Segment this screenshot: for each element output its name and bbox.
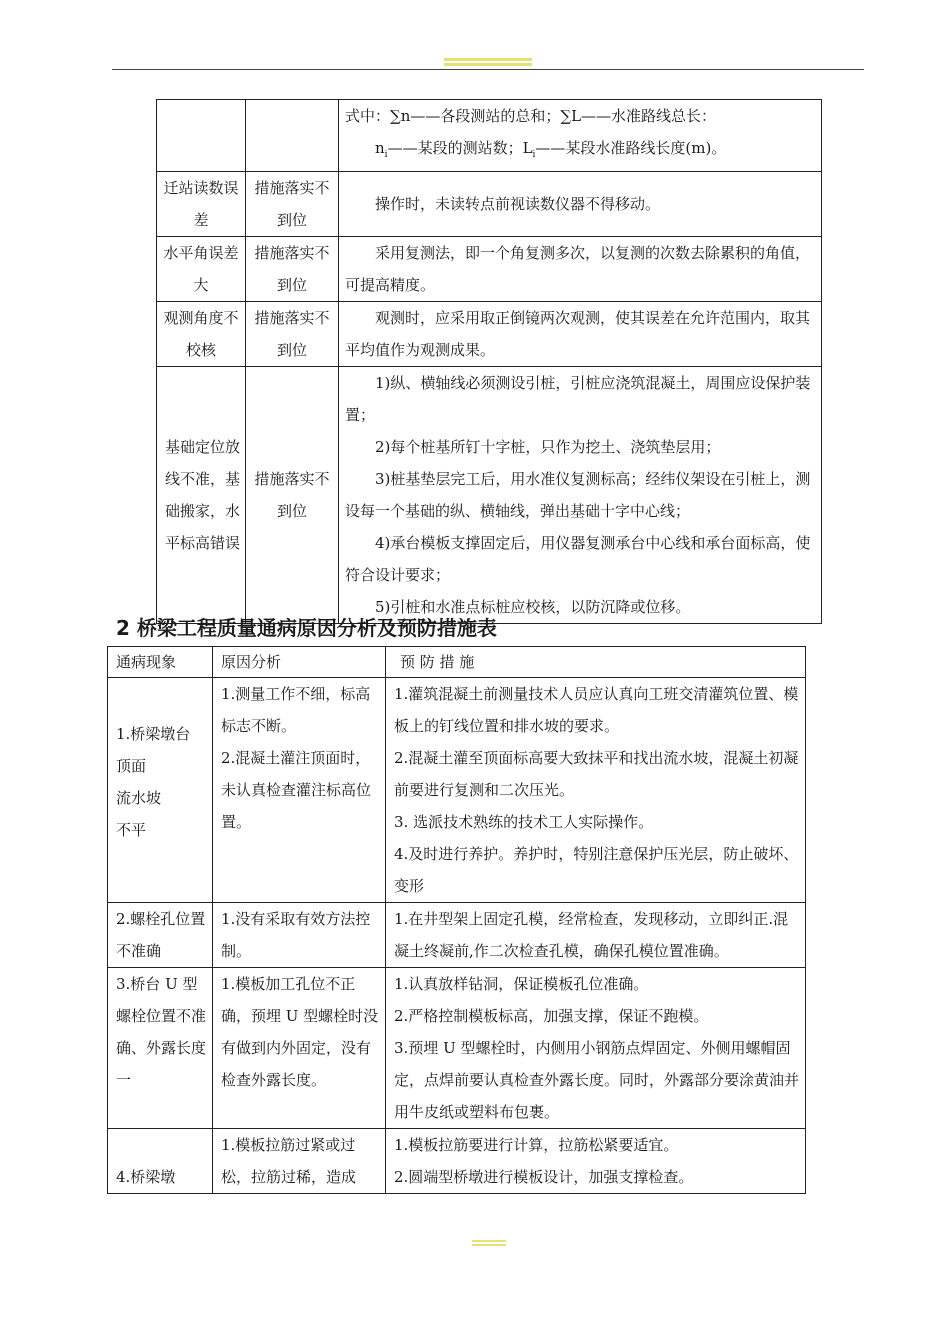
measure-cell xyxy=(339,367,822,624)
measure-cell: 1.在井型架上固定孔模，经常检查，发现移动，立即纠正.混凝土终凝前,作二次检查孔模，确保孔模位置准确。 xyxy=(386,903,806,968)
table-header-row xyxy=(108,647,806,678)
measure-cell: 操作时，未读转点前视读数仪器不得移动。 xyxy=(339,172,822,237)
table-cell xyxy=(157,100,246,172)
formula-line: 式中：∑n——各段测站的总和；∑L——水准路线总长： xyxy=(345,107,717,125)
measure-item: 2.混凝土灌至顶面标高要大致抹平和找出流水坡，混凝土初凝前要进行复测和二次压光。 xyxy=(394,749,799,799)
column-header: 原因分析 xyxy=(213,647,386,678)
phenomenon-line: 不平 xyxy=(116,821,147,839)
measure-item: 4.及时进行养护。养护时，特别注意保护压光层，防止破坏、变形 xyxy=(394,845,799,895)
footer-mark xyxy=(472,1240,506,1248)
bridge-defects-table xyxy=(107,646,806,1194)
table-cell xyxy=(246,100,339,172)
table-row xyxy=(157,100,822,172)
phenomenon-line: 1.桥梁墩台 xyxy=(116,725,191,743)
header-mark xyxy=(444,58,532,68)
measure-cell: 观测时，应采用取正倒镜两次观测，使其误差在允许范围内，取其平均值作为观测成果。 xyxy=(339,302,822,367)
phenomenon-line: 流水坡 xyxy=(116,789,162,807)
cause-cell: 措施落实不到位 xyxy=(246,172,339,237)
issue-cell: 水平角误差大 xyxy=(157,237,246,302)
table-row xyxy=(157,302,822,367)
table-row xyxy=(108,903,806,968)
issue-cell: 迁站读数误差 xyxy=(157,172,246,237)
table-row xyxy=(108,678,806,903)
table-row xyxy=(157,237,822,302)
cause-cell: 措施落实不到位 xyxy=(246,302,339,367)
measure-item: 2.严格控制模板标高，加强支撑，保证不跑模。 xyxy=(394,1007,709,1025)
cause-cell xyxy=(213,678,386,903)
formula-part: n xyxy=(375,139,385,157)
measure-item: 3.预埋 U 型螺栓时，内侧用小钢筋点焊固定、外侧用螺帽固定，点焊前要认真检查外露长度。同时，外露部分要涂黄油并用牛皮纸或塑料布包裹。 xyxy=(394,1039,800,1121)
table-row xyxy=(108,1129,806,1194)
measure-item: 1.认真放样钻洞，保证模板孔位准确。 xyxy=(394,975,649,993)
table-row xyxy=(108,968,806,1129)
formula-part: ——某段水准路线长度(m)。 xyxy=(535,139,727,157)
subscript: i xyxy=(532,150,536,160)
section-title: 2 桥梁工程质量通病原因分析及预防措施表 xyxy=(116,616,497,640)
phenomenon-cell: 4.桥梁墩 xyxy=(108,1129,213,1194)
survey-issues-table xyxy=(156,99,822,624)
cause-cell: 措施落实不到位 xyxy=(246,237,339,302)
cause-item: 1.测量工作不细，标高标志不断。 xyxy=(221,685,371,735)
formula-part: ——某段的测站数；L xyxy=(387,139,533,157)
measure-item: 1.灌筑混凝土前测量技术人员应认真向工班交清灌筑位置、模板上的钉线位置和排水坡的要求。 xyxy=(394,685,799,735)
cause-cell: 措施落实不到位 xyxy=(246,367,339,624)
measure-cell xyxy=(386,678,806,903)
measure-item: 3. 选派技术熟练的技术工人实际操作。 xyxy=(394,813,654,831)
phenomenon-cell: 2.螺栓孔位置不准确 xyxy=(108,903,213,968)
measure-item: 3)桩基垫层完工后，用水准仪复测标高；经纬仪架设在引桩上，测设每一个基础的纵、横轴线，弹出基础十字中心线； xyxy=(345,470,811,520)
phenomenon-line: 顶面 xyxy=(116,757,147,775)
measure-item: 2.圆端型桥墩进行模板设计，加强支撑检查。 xyxy=(394,1168,694,1186)
cause-cell: 1.没有采取有效方法控制。 xyxy=(213,903,386,968)
formula-cell xyxy=(339,100,822,172)
cause-cell: 1.模板加工孔位不正确，预埋 U 型螺栓时没有做到内外固定，没有检查外露长度。 xyxy=(213,968,386,1129)
cause-item: 2.混凝土灌注顶面时，未认真检查灌注标高位置。 xyxy=(221,749,372,831)
measure-item: 5)引桩和水准点标桩应校核，以防沉降或位移。 xyxy=(375,598,691,616)
column-header: 通病现象 xyxy=(108,647,213,678)
issue-cell: 观测角度不校核 xyxy=(157,302,246,367)
table-row xyxy=(157,172,822,237)
measure-cell xyxy=(386,968,806,1129)
measure-item: 1)纵、横轴线必须测设引桩，引桩应浇筑混凝土，周围应设保护装置； xyxy=(345,374,811,424)
issue-cell: 基础定位放线不准，基础搬家，水平标高错误 xyxy=(157,367,246,624)
formula-line xyxy=(345,132,817,171)
phenomenon-cell: 3.桥台 U 型螺栓位置不准确、外露长度一 xyxy=(108,968,213,1129)
measure-item: 1.模板拉筋要进行计算，拉筋松紧要适宜。 xyxy=(394,1136,679,1154)
subscript: i xyxy=(384,150,388,160)
measure-cell: 采用复测法，即一个角复测多次，以复测的次数去除累积的角值，可提高精度。 xyxy=(339,237,822,302)
phenomenon-cell xyxy=(108,678,213,903)
measure-item: 2)每个桩基所钉十字桩，只作为挖土、浇筑垫层用； xyxy=(375,438,721,456)
header-rule xyxy=(112,69,864,70)
measure-item: 4)承台模板支撑固定后，用仪器复测承台中心线和承台面标高，使符合设计要求； xyxy=(345,534,811,584)
column-header: 预 防 措 施 xyxy=(386,647,806,678)
table-row xyxy=(157,367,822,624)
measure-cell xyxy=(386,1129,806,1194)
cause-cell: 1.模板拉筋过紧或过松，拉筋过稀，造成 xyxy=(213,1129,386,1194)
